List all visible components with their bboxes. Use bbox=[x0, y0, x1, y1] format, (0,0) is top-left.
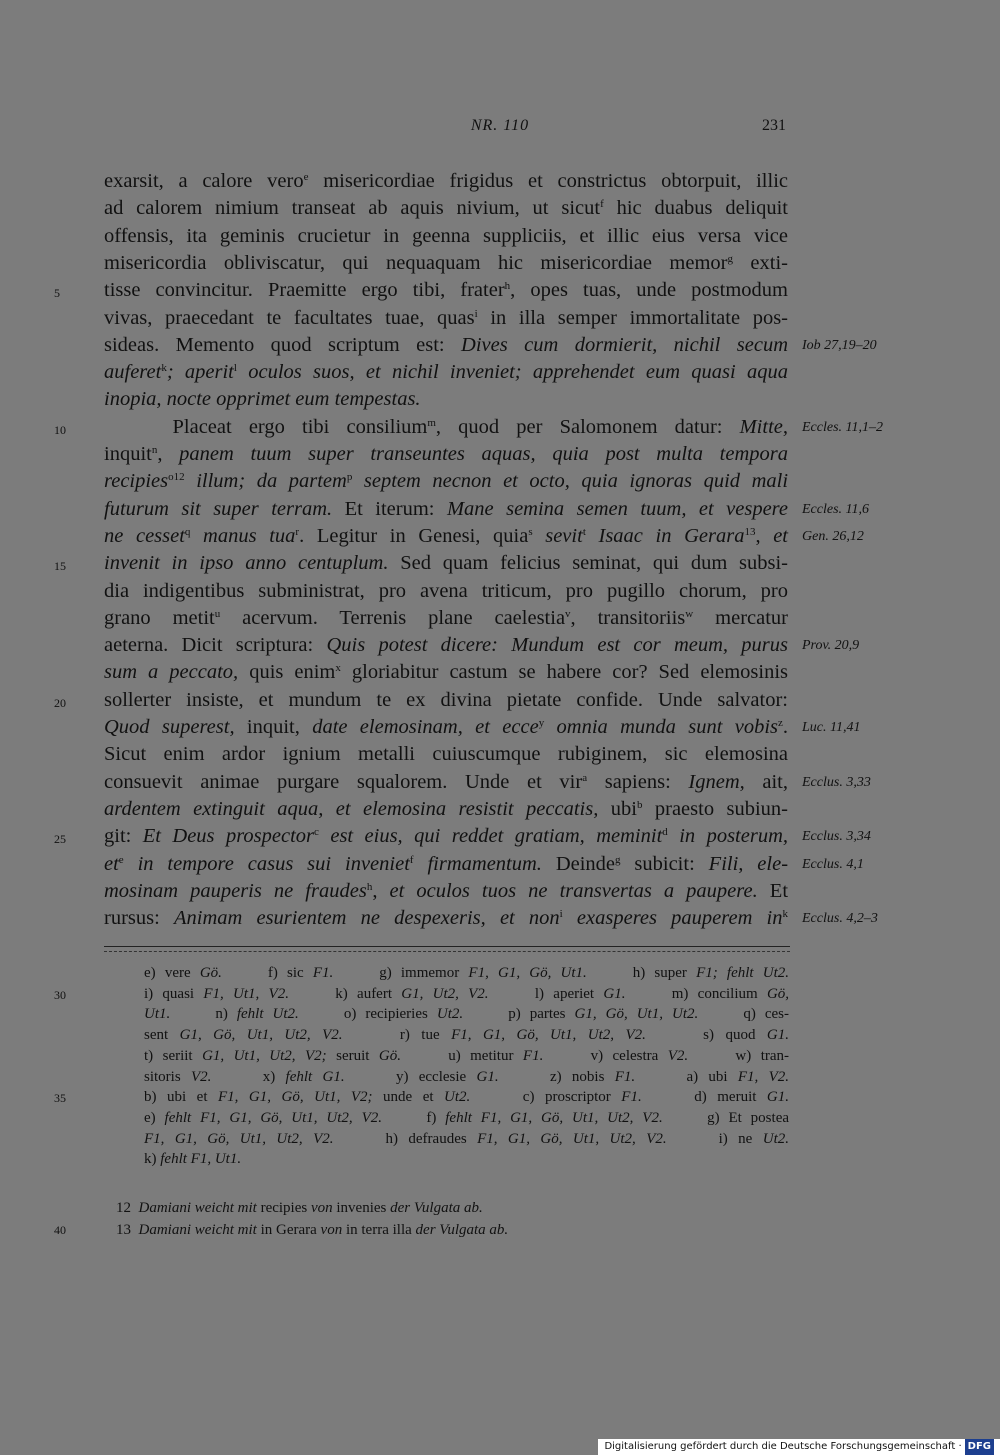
marginal-reference: Gen. 26,12 bbox=[802, 528, 864, 544]
apparatus-line: Ut1. n) fehlt Ut2. o) recipieries Ut2. p) partes G1, Gö, Ut1, Ut2. q) ces- bbox=[144, 1006, 789, 1023]
text-line: aeterna. Dicit scriptura: Quis potest dicere: Mundum est cor meum, purus bbox=[104, 634, 789, 657]
text-line: mosinam pauperis ne fraudes$^h$, et oculos tuos ne transvertas a paupere. Et bbox=[104, 879, 789, 902]
text-line: ne cesset$^q$ manus tua$^r$. Legitur in Genesi, quia$^s$ sevit$^t$ Isaac in Gerara$^{13}$, et bbox=[104, 524, 788, 547]
marginal-reference: Prov. 20,9 bbox=[802, 638, 860, 654]
line-number: 35 bbox=[54, 1091, 66, 1106]
page-number: 231 bbox=[762, 117, 786, 134]
apparatus-divider-dashed bbox=[104, 951, 790, 952]
text-line: sideas. Memento quod scriptum est: Dives cum dormierit, nichil secum bbox=[104, 333, 788, 356]
text-line: inquit$^n$, panem tuum super transeuntes aquas, quia post multa tempora bbox=[104, 443, 788, 465]
text-line: offensis, ita geminis crucietur in geenna suppliciis, et illic eius versa vice bbox=[104, 224, 788, 247]
line-number: 10 bbox=[54, 422, 66, 437]
apparatus-line: i) quasi F1, Ut1, V2. k) aufert G1, Ut2, V2. l) aperiet G1. m) concilium Gö, bbox=[144, 985, 790, 1002]
text-line: ad calorem nimium transeat ab aquis nivium, ut sicut$^f$ hic duabus deliquit bbox=[104, 197, 788, 220]
text-line: dia indigentibus subministrat, pro avena triticum, pro pugillo chorum, pro bbox=[104, 579, 788, 602]
page-title: NR. 110 bbox=[470, 117, 530, 134]
marginal-reference: Eccles. 11,6 bbox=[802, 501, 869, 517]
apparatus-line: e) vere Gö. f) sic F1. g) immemor F1, G1, Gö, Ut1. h) super F1; fehlt Ut2. bbox=[144, 965, 790, 981]
text-line: auferet$^k$; aperit$^l$ oculos suos, et nichil inveniet; apprehendet eum quasi aqua bbox=[104, 361, 789, 384]
line-number: 20 bbox=[54, 695, 66, 710]
line-number: 40 bbox=[54, 1223, 66, 1237]
line-number: 25 bbox=[54, 832, 66, 847]
marginal-reference: Luc. 11,41 bbox=[802, 720, 861, 735]
dfg-logo: DFG bbox=[965, 1439, 994, 1455]
text-line: sollerter insiste, et mundum te ex divina pietate confide. Unde salvator: bbox=[104, 688, 788, 711]
credit-text: Digitalisierung gefördert durch die Deutsche Forschungsgemeinschaft · bbox=[604, 1441, 962, 1452]
text-line: grano metit$^u$ acervum. Terrenis plane caelestia$^v$, transitoriis$^w$ mercatur bbox=[104, 606, 788, 629]
text-line: sum a peccato, quis enim$^x$ gloriabitur castum se habere cor? Sed elemosinis bbox=[104, 661, 789, 684]
text-line: git: Et Deus prospector$^c$ est eius, qui reddet gratiam, meminit$^d$ in posterum, bbox=[104, 825, 788, 848]
text-line: $et^e$ in tempore casus sui inveniet$^f$ firmamentum. Deinde$^g$ subicit: Fili, ele- bbox=[104, 852, 789, 875]
text-line: ardentem extinguit aqua, et elemosina resistit peccatis, ubi$^b$ praesto subiun- bbox=[104, 797, 788, 820]
marginal-reference: Eccles. 11,1–2 bbox=[802, 419, 883, 435]
text-line: Sicut enim ardor ignium metalli cuiuscumque rubiginem, sic elemosina bbox=[104, 743, 788, 766]
apparatus-line: e) fehlt F1, G1, Gö, Ut1, Ut2, V2. f) fehlt F1, G1, Gö, Ut1, Ut2, V2. g) Et postea bbox=[144, 1109, 790, 1126]
line-number: 15 bbox=[54, 559, 66, 574]
line-number: 30 bbox=[54, 987, 66, 1002]
apparatus-divider bbox=[104, 946, 790, 947]
apparatus-line: F1, G1, Gö, Ut1, Ut2, V2. h) defraudes F1, G1, Gö, Ut1, Ut2, V2. i) ne Ut2. bbox=[144, 1130, 789, 1147]
digitization-credit bbox=[598, 1439, 1000, 1455]
apparatus-line: sitoris V2. x) fehlt G1. y) ecclesie G1. z) nobis F1. a) ubi F1, V2. bbox=[144, 1068, 789, 1085]
text-line: Quod superest, inquit, date elemosinam, et ecce$^y$ omnia munda sunt vobis$^z$. bbox=[104, 716, 789, 738]
text-line: exarsit, a calore vero$^e$ misericordiae frigidus et constrictus obtorpuit, illic bbox=[104, 170, 788, 192]
text-line: rursus: Animam esurientem ne despexeris, et non$^i$ exasperes pauperem $in^k$ bbox=[104, 907, 789, 930]
text-line: vivas, praecedant te facultates tuae, quas$^i$ in illa semper immortalitate pos- bbox=[104, 306, 789, 329]
text-line: misericordia obliviscatur, qui nequaquam hic misericordiae memor$^g$ exti- bbox=[104, 251, 788, 274]
marginal-reference: Ecclus. 3,34 bbox=[802, 829, 871, 845]
apparatus-line: b) ubi et F1, G1, Gö, Ut1, V2; unde et Ut2. c) proscriptor F1. d) meruit G1. bbox=[144, 1089, 789, 1106]
marginal-reference: Ecclus. 4,1 bbox=[802, 856, 864, 872]
footnote: 12 Damiani weicht mit recipies von invenies der Vulgata ab. bbox=[116, 1200, 483, 1216]
marginal-reference: Ecclus. 4,2–3 bbox=[802, 911, 878, 927]
text-line: futurum sit super terram. Et iterum: Mane semina semen tuum, et vespere bbox=[104, 497, 788, 520]
text-line: invenit in ipso anno centuplum. Sed quam felicius seminat, qui dum subsi- bbox=[104, 552, 789, 575]
text-line: consuevit animae purgare squalorem. Unde et vir$^a$ sapiens: Ignem, ait, bbox=[104, 770, 788, 793]
apparatus-line: sent G1, Gö, Ut1, Ut2, V2. r) tue F1, G1, Gö, Ut1, Ut2, V2. s) quod G1. bbox=[144, 1027, 789, 1044]
text-line: tisse convincitur. Praemitte ergo tibi, frater$^h$, opes tuas, unde postmodum bbox=[104, 279, 788, 302]
text-line: inopia, nocte opprimet eum tempestas. bbox=[104, 388, 421, 411]
apparatus-line: t) seriit G1, Ut1, Ut2, V2; seruit Gö. u) metitur F1. v) celestra V2. w) tran- bbox=[144, 1047, 790, 1064]
text-line: recipies$^{o12}$ illum; da partem$^p$ septem necnon et octo, quia ignoras quid mali bbox=[104, 470, 789, 493]
footnote: 13 Damiani weicht mit in Gerara von in terra illa der Vulgata ab. bbox=[116, 1222, 509, 1238]
line-number: 5 bbox=[54, 286, 60, 301]
text-line: Placeat ergo tibi consilium$^m$, quod per Salomonem datur: Mitte, bbox=[104, 415, 788, 438]
marginal-reference: Iob 27,19–20 bbox=[802, 337, 877, 353]
marginal-reference: Ecclus. 3,33 bbox=[802, 774, 871, 790]
apparatus-line: k) fehlt F1, Ut1. bbox=[144, 1151, 242, 1168]
